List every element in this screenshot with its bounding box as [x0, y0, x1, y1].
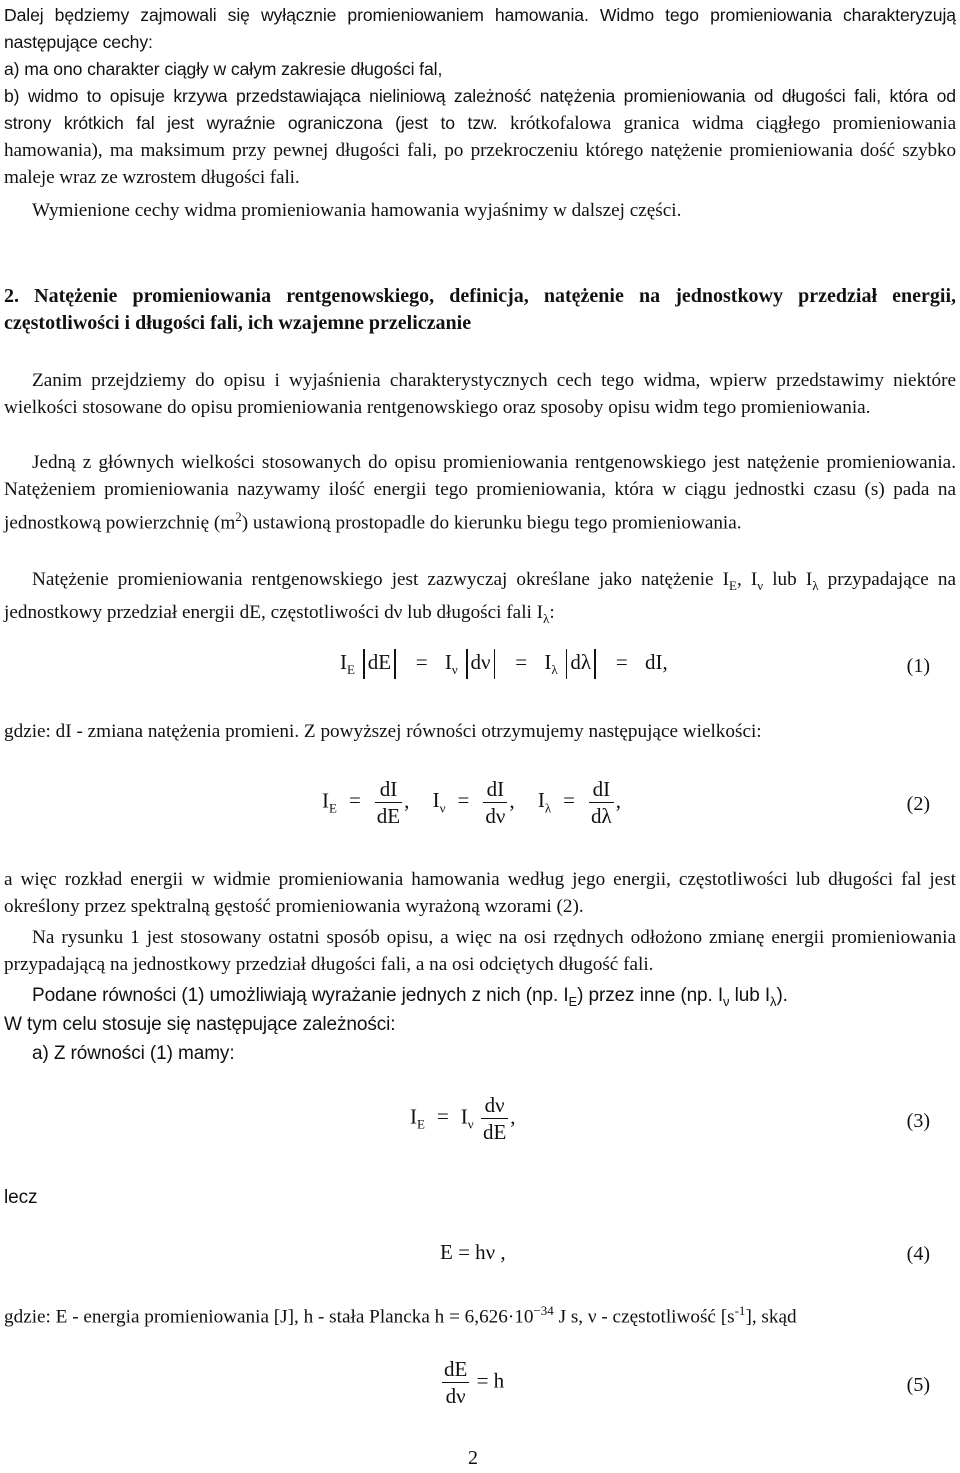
paragraph-after-eq1: gdzie: dI - zmiana natężenia promieni. Z powyższej równości otrzymujemy następujące wielkości: [4, 721, 762, 742]
equation-1: $I_E$ dE = $I_\nu$ $d\nu = I_\lambda$ dλ = dI, [340, 649, 668, 677]
word-lecz: lecz [4, 1187, 38, 1208]
paragraph-after-eq2: a więc rozkład energii w widmie promieniowania hamowania według jego energii, częstotliwości lub długości fal jest określony przez spektralną gęstość promieniowania wyrażoną wzorami (2). [4, 869, 956, 917]
intro-paragraph [4, 2, 956, 191]
intro-line: Dalej będziemy zajmowali się wyłącznie promieniowaniem hamowania. Widmo tego promieniowania charakteryzują następujące cechy: [4, 5, 956, 52]
paragraph-2: Jedną z głównych wielkości stosowanych do opisu promieniowania rentgenowskiego jest natężenie promieniowania. Natężeniem promieniowania nazywamy ilość energii tego promieniowania, która w ciągu jednostki czasu (s) pada na jednostkową powierzchnię $(m^2)$ ustawioną prostopadle do kierunku biegu tego promieniowania. [4, 452, 956, 534]
equation-3-number: (3) [906, 1110, 930, 1132]
equation-1-number: (1) [906, 655, 930, 677]
intro-summary: Wymienione cechy widma promieniowania hamowania wyjaśnimy w dalszej części. [32, 200, 682, 221]
equation-5: $\frac{dE}{d\nu}$ = h [444, 1357, 505, 1408]
equation-4-number: (4) [906, 1243, 930, 1265]
paragraph-after-eq4: gdzie: E - energia promieniowania [J], h - stała Plancka $h = 6,626\cdot 10^{-34}$ J s, ν - częstotliwość $[s^{-1}]$, skąd [4, 1303, 797, 1328]
paragraph-dependencies: W tym celu stosuje się następujące zależności: [4, 1014, 396, 1035]
section-heading: 2. Natężenie promieniowania rentgenowskiego, definicja, natężenie na jednostkowy przedział energii, częstotliwości i długości fali, ich wzajemne przeliczanie [4, 285, 956, 334]
paragraph-equalities: Podane równości (1) umożliwiają wyrażanie jednych z nich (np. $I_E$) przez inne (np. $I_\nu$ lub $I_\lambda$). [32, 985, 788, 1009]
equation-2-number: (2) [906, 793, 930, 815]
paragraph-figure-ref: Na rysunku 1 jest stosowany ostatni sposób opisu, a więc na osi rzędnych odłożono zmianę energii promieniowania przypadającą na jednostkowy przedział długości fali, a na osi odciętych długość fali. [4, 927, 956, 975]
paragraph-3: Natężenie promieniowania rentgenowskiego jest zazwyczaj określane jako natężenie $I_E$, $I_\nu$ lub $I_\lambda$ przypadające na jednostkowy przedział energii dE, częstotliwości dν lub długości fali $I_\lambda$: [4, 569, 956, 626]
paragraph-eq1-intro: a) Z równości (1) mamy: [32, 1043, 235, 1064]
page-number: 2 [468, 1447, 478, 1469]
equation-4: E = hν , [440, 1240, 506, 1264]
equation-3: $I_E = I_\nu$ $\frac{d\nu}{dE}$ , [410, 1093, 516, 1144]
list-item-a: a) ma ono charakter ciągły w całym zakresie długości fal, [4, 59, 443, 79]
equation-5-number: (5) [906, 1374, 930, 1396]
list-item-b: b) widmo to opisuje krzywa przedstawiająca nieliniową zależność natężenia promieniowania od długości fali, która od strony krótkich fal jest wyraźnie ograniczona (jest to tzw. krótkofalowa granica widma ciągłego promieniowania hamowania), ma maksimum przy pewnej długości fali, po przekroczeniu którego natężenie promieniowania dość szybko maleje wraz ze wzrostem długości fali. [4, 86, 957, 188]
paragraph-1: Zanim przejdziemy do opisu i wyjaśnienia charakterystycznych cech tego widma, wpierw przedstawimy niektóre wielkości stosowane do opisu promieniowania rentgenowskiego oraz sposoby opisu widm tego promieniowania. [4, 370, 956, 418]
equation-2: $I_E$ = $\frac{dI}{dE}$ , $I_\nu$ = $\frac{dI}{d\nu}$ , $I_\lambda$ = $\frac{dI}{d\lambda}$ , [322, 777, 621, 828]
